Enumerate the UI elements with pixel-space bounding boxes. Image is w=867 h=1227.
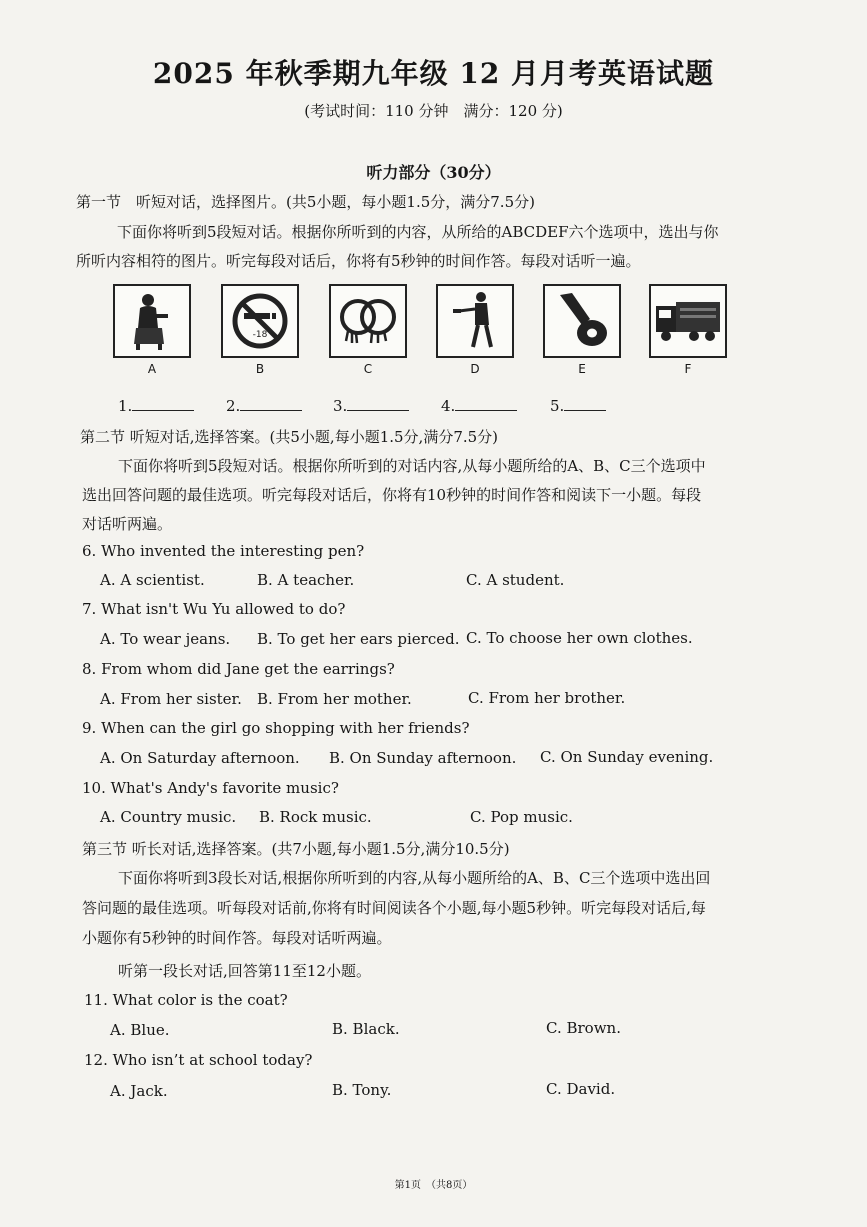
question-11: 11. What color is the coat? — [84, 991, 288, 1009]
question-8: 8. From whom did Jane get the earrings? — [82, 660, 395, 678]
section1-title: 第一节 听短对话，选择图片。(共5小题，每小题1.5分，满分7.5分) — [76, 193, 535, 211]
answer-blank-3[interactable]: 3. — [333, 396, 409, 415]
question-9-option-b[interactable]: B. On Sunday afternoon. — [329, 749, 517, 767]
section2-title: 第二节 听短对话,选择答案。(共5小题,每小题1.5分,满分7.5分) — [80, 428, 499, 446]
picture-b-label: B — [255, 362, 265, 376]
section2-instructions-line1: 下面你将听到5段短对话。根据你所听到的对话内容,从每小题所给的A、B、C三个选项中 — [118, 457, 706, 475]
question-6-option-a[interactable]: A. A scientist. — [100, 571, 205, 589]
truck-icon — [654, 296, 722, 346]
picture-c — [329, 284, 407, 358]
question-6-option-b[interactable]: B. A teacher. — [257, 571, 355, 589]
svg-text:-18: -18 — [252, 330, 268, 340]
question-10-option-a[interactable]: A. Country music. — [100, 808, 237, 826]
section3-instructions-line3: 小题你有5秒钟的时间作答。每段对话听两遍。 — [82, 929, 392, 947]
question-9-option-a[interactable]: A. On Saturday afternoon. — [100, 749, 300, 767]
listening-heading: 听力部分（30分） — [366, 163, 501, 182]
picture-a-label: A — [147, 362, 157, 376]
question-8-option-a[interactable]: A. From her sister. — [100, 690, 242, 708]
picture-d — [436, 284, 514, 358]
question-8-option-c[interactable]: C. From her brother. — [468, 689, 626, 707]
picture-options — [113, 284, 725, 384]
picture-a — [113, 284, 191, 358]
picture-f-label: F — [684, 362, 692, 376]
question-7: 7. What isn't Wu Yu allowed to do? — [82, 600, 346, 618]
exam-subtitle: (考试时间：110 分钟 满分：120 分) — [304, 102, 563, 120]
page-footer: 第1页 （共8页） — [394, 1180, 473, 1191]
picture-e-label: E — [578, 362, 586, 376]
picture-d-label: D — [470, 362, 480, 376]
section1-instructions-line1: 下面你将听到5段短对话。根据你所听到的内容，从所给的ABCDEF六个选项中，选出与你 — [117, 223, 719, 241]
question-6: 6. Who invented the interesting pen? — [82, 542, 365, 560]
question-7-option-b[interactable]: B. To get her ears pierced. — [257, 630, 460, 648]
section3-instructions-line2: 答问题的最佳选项。听每段对话前,你将有时间阅读各个小题,每小题5秒钟。听完每段对话后,每 — [82, 899, 706, 917]
question-12-option-b[interactable]: B. Tony. — [332, 1081, 392, 1099]
question-6-option-c[interactable]: C. A student. — [466, 571, 565, 589]
question-7-option-c[interactable]: C. To choose her own clothes. — [466, 629, 693, 647]
picture-b — [221, 284, 299, 358]
question-7-option-a[interactable]: A. To wear jeans. — [100, 630, 231, 648]
guitar-icon — [552, 289, 612, 353]
answer-blank-5[interactable]: 5. — [550, 396, 606, 415]
question-9: 9. When can the girl go shopping with her friends? — [82, 719, 470, 737]
question-12-option-a[interactable]: A. Jack. — [110, 1082, 168, 1100]
picture-e — [543, 284, 621, 358]
question-10-option-c[interactable]: C. Pop music. — [470, 808, 573, 826]
section2-instructions-line2: 选出回答问题的最佳选项。听完每段对话后，你将有10秒钟的时间作答和阅读下一小题。每段 — [82, 486, 702, 504]
question-10-option-b[interactable]: B. Rock music. — [259, 808, 372, 826]
performer-icon — [445, 289, 505, 353]
question-12: 12. Who isn’t at school today? — [84, 1051, 313, 1069]
question-9-option-c[interactable]: C. On Sunday evening. — [540, 748, 714, 766]
question-10: 10. What's Andy's favorite music? — [82, 779, 339, 797]
exam-title: 2025 年秋季期九年级 12 月月考英语试题 — [152, 57, 715, 90]
picture-f — [649, 284, 727, 358]
dialogue1-intro: 听第一段长对话,回答第11至12小题。 — [118, 962, 371, 980]
answer-blank-2[interactable]: 2. — [226, 396, 302, 415]
picture-c-label: C — [363, 362, 373, 376]
woman-sitting-icon — [122, 290, 182, 352]
section1-instructions-line2: 所听内容相符的图片。听完每段对话后，你将有5秒钟的时间作答。每段对话听一遍。 — [76, 252, 641, 270]
question-8-option-b[interactable]: B. From her mother. — [257, 690, 412, 708]
no-smoking-18-icon — [230, 291, 290, 351]
section2-instructions-line3: 对话听两遍。 — [82, 515, 173, 533]
question-11-option-b[interactable]: B. Black. — [332, 1020, 400, 1038]
section3-instructions-line1: 下面你将听到3段长对话,根据你所听到的内容,从每小题所给的A、B、C三个选项中选出回 — [118, 869, 711, 887]
answer-blank-4[interactable]: 4. — [441, 396, 517, 415]
earrings-icon — [337, 291, 399, 351]
question-12-option-c[interactable]: C. David. — [546, 1080, 616, 1098]
question-11-option-c[interactable]: C. Brown. — [546, 1019, 621, 1037]
section3-title: 第三节 听长对话,选择答案。(共7小题,每小题1.5分,满分10.5分) — [82, 840, 510, 858]
question-11-option-a[interactable]: A. Blue. — [110, 1021, 170, 1039]
answer-blank-1[interactable]: 1. — [118, 396, 194, 415]
